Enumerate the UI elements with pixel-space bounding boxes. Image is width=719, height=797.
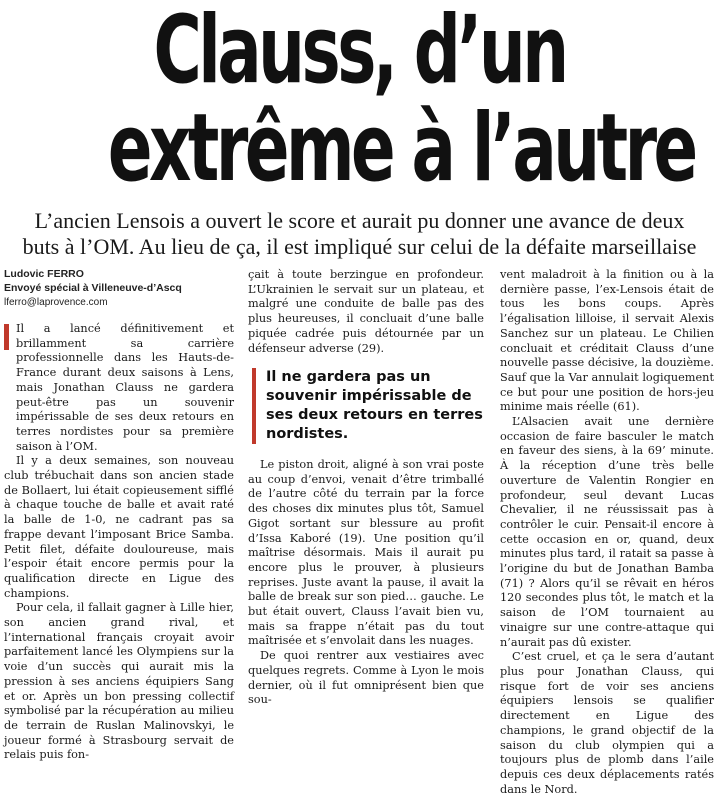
article-column-2-lower	[248, 458, 484, 708]
article-paragraph: Il a lancé définitivement et brillamment sa carrière professionnelle dans les Hauts-de-France durant deux saisons à Lens, mais Jonathan Clauss ne gardera peut-être pas un souvenir impérissable de ses deux retours en terres nordistes pour sa première saison à l’OM.	[4, 322, 234, 454]
author-name: Ludovic FERRO	[4, 268, 84, 280]
article-paragraph: vent maladroit à la finition ou à la dernière passe, l’ex-Lensois était de tous les bons coups. Après l’égalisation lilloise, il servait Alexis Sanchez sur un plateau. Le Chilien concluait et créditait Clauss d’une nouvelle passe décisive, la douzième. Sauf que la Var annulait logiquement ce but pour une position de hors-jeu minime mais réelle (61).	[500, 268, 714, 414]
article-paragraph: C’est cruel, et ça le sera d’autant plus pour Jonathan Clauss, qui risque fort de voir ses anciens équipiers lensois se qualifier directement en Ligue des champions, le grand objectif de la saison du club olympien qui a toujours plus de plomb dans l’aile depuis ces deux déplacements ratés dans le Nord.	[500, 650, 714, 796]
article-column-3	[500, 268, 714, 797]
article-paragraph: çait à toute berzingue en profondeur. L’Ukrainien le servait sur un plateau, et malgré une conduite de balle pas des plus heureuses, il concluait d’une balle piquée cadrée puis détournée par un défenseur adverse (29).	[248, 268, 484, 355]
article-paragraph: Le piston droit, aligné à son vrai poste au coup d’envoi, venait d’être trimballé de l’autre côté du terrain par la force des choses dix minutes plus tôt, Samuel Gigot sortant sur blessure au profit d’Issa Kaboré (19). Une position qu’il maîtrise désormais. Mais il aurait pu encore plus le prouver, à plusieurs reprises. Juste avant la pause, il avait la balle de break sur son pied… gauche. Le but était ouvert, Clauss l’avait bien vu, mais sa frappe n’était pas du tout maîtrisée et s’envolait dans les nuages.	[248, 458, 484, 648]
drop-cap-marker	[4, 324, 9, 350]
article-paragraph: L’Alsacien avait une dernière occasion de faire basculer le match en faveur des siens, à la 69’ minute. À la réception d’une très belle ouverture de Valentin Rongier en profondeur, seul devant Lucas Chevalier, il ne réussissait pas à contrôler le cuir. Pensait-il encore à cette occasion en or, quand, deux minutes plus tard, il ratait sa passe à l’origine du but de Jonathan Bamba (71) ? Alors qu’il se rêvait en héros 120 secondes plus tôt, le match et la saison de l’OM tournaient au vinaigre sur une contre-attaque qui n’aurait pas dû exister.	[500, 415, 714, 649]
article-column-2	[248, 268, 484, 356]
article-column-1	[4, 322, 234, 763]
standfirst	[6, 208, 713, 260]
headline-line-1: Clauss, d’un	[153, 0, 566, 105]
standfirst-line-1: L’ancien Lensois a ouvert le score et aurait pu donner une avance de deux	[34, 208, 685, 233]
standfirst-line-2: buts à l’OM. Au lieu de ça, il est impliqué sur celui de la défaite marseillaise	[22, 234, 697, 259]
author-role: Envoyé spécial à Villeneuve-d’Ascq	[4, 282, 182, 294]
article-paragraph: Il y a deux semaines, son nouveau club trébuchait dans son ancien stade de Bollaert, lui était copieusement sifflé à chaque touche de balle et avait raté la balle de 1-0, ne cadrant pas sa frappe devant l’imposant Brice Samba. Petit filet, défaite douloureuse, mais l’espoir était encore permis pour la qualification directe en Ligue des champions.	[4, 454, 234, 600]
byline	[4, 268, 234, 310]
headline	[107, 0, 695, 203]
article-paragraph: De quoi rentrer aux vestiaires avec quelques regrets. Comme à Lyon le mois dernier, où il fut omniprésent bien que sou-	[248, 649, 484, 707]
pull-quote: Il ne gardera pas un souvenir impérissable de ses deux retours en terres nordistes.	[252, 368, 494, 444]
author-email[interactable]: lferro@laprovence.com	[4, 297, 108, 308]
headline-line-2: extrême à l’autre	[107, 94, 695, 203]
article-paragraph: Pour cela, il fallait gagner à Lille hier, son ancien grand rival, et l’international français croyait avoir parfaitement lancé les Olympiens sur la voie d’un succès qui aurait mis la pression à ses anciens équipiers Sang et or. Après un bon pressing collectif symbolisé par la récupération au milieu de terrain de Ruslan Malinovskyi, le joueur formé à Strasbourg servait de relais puis fon-	[4, 601, 234, 762]
